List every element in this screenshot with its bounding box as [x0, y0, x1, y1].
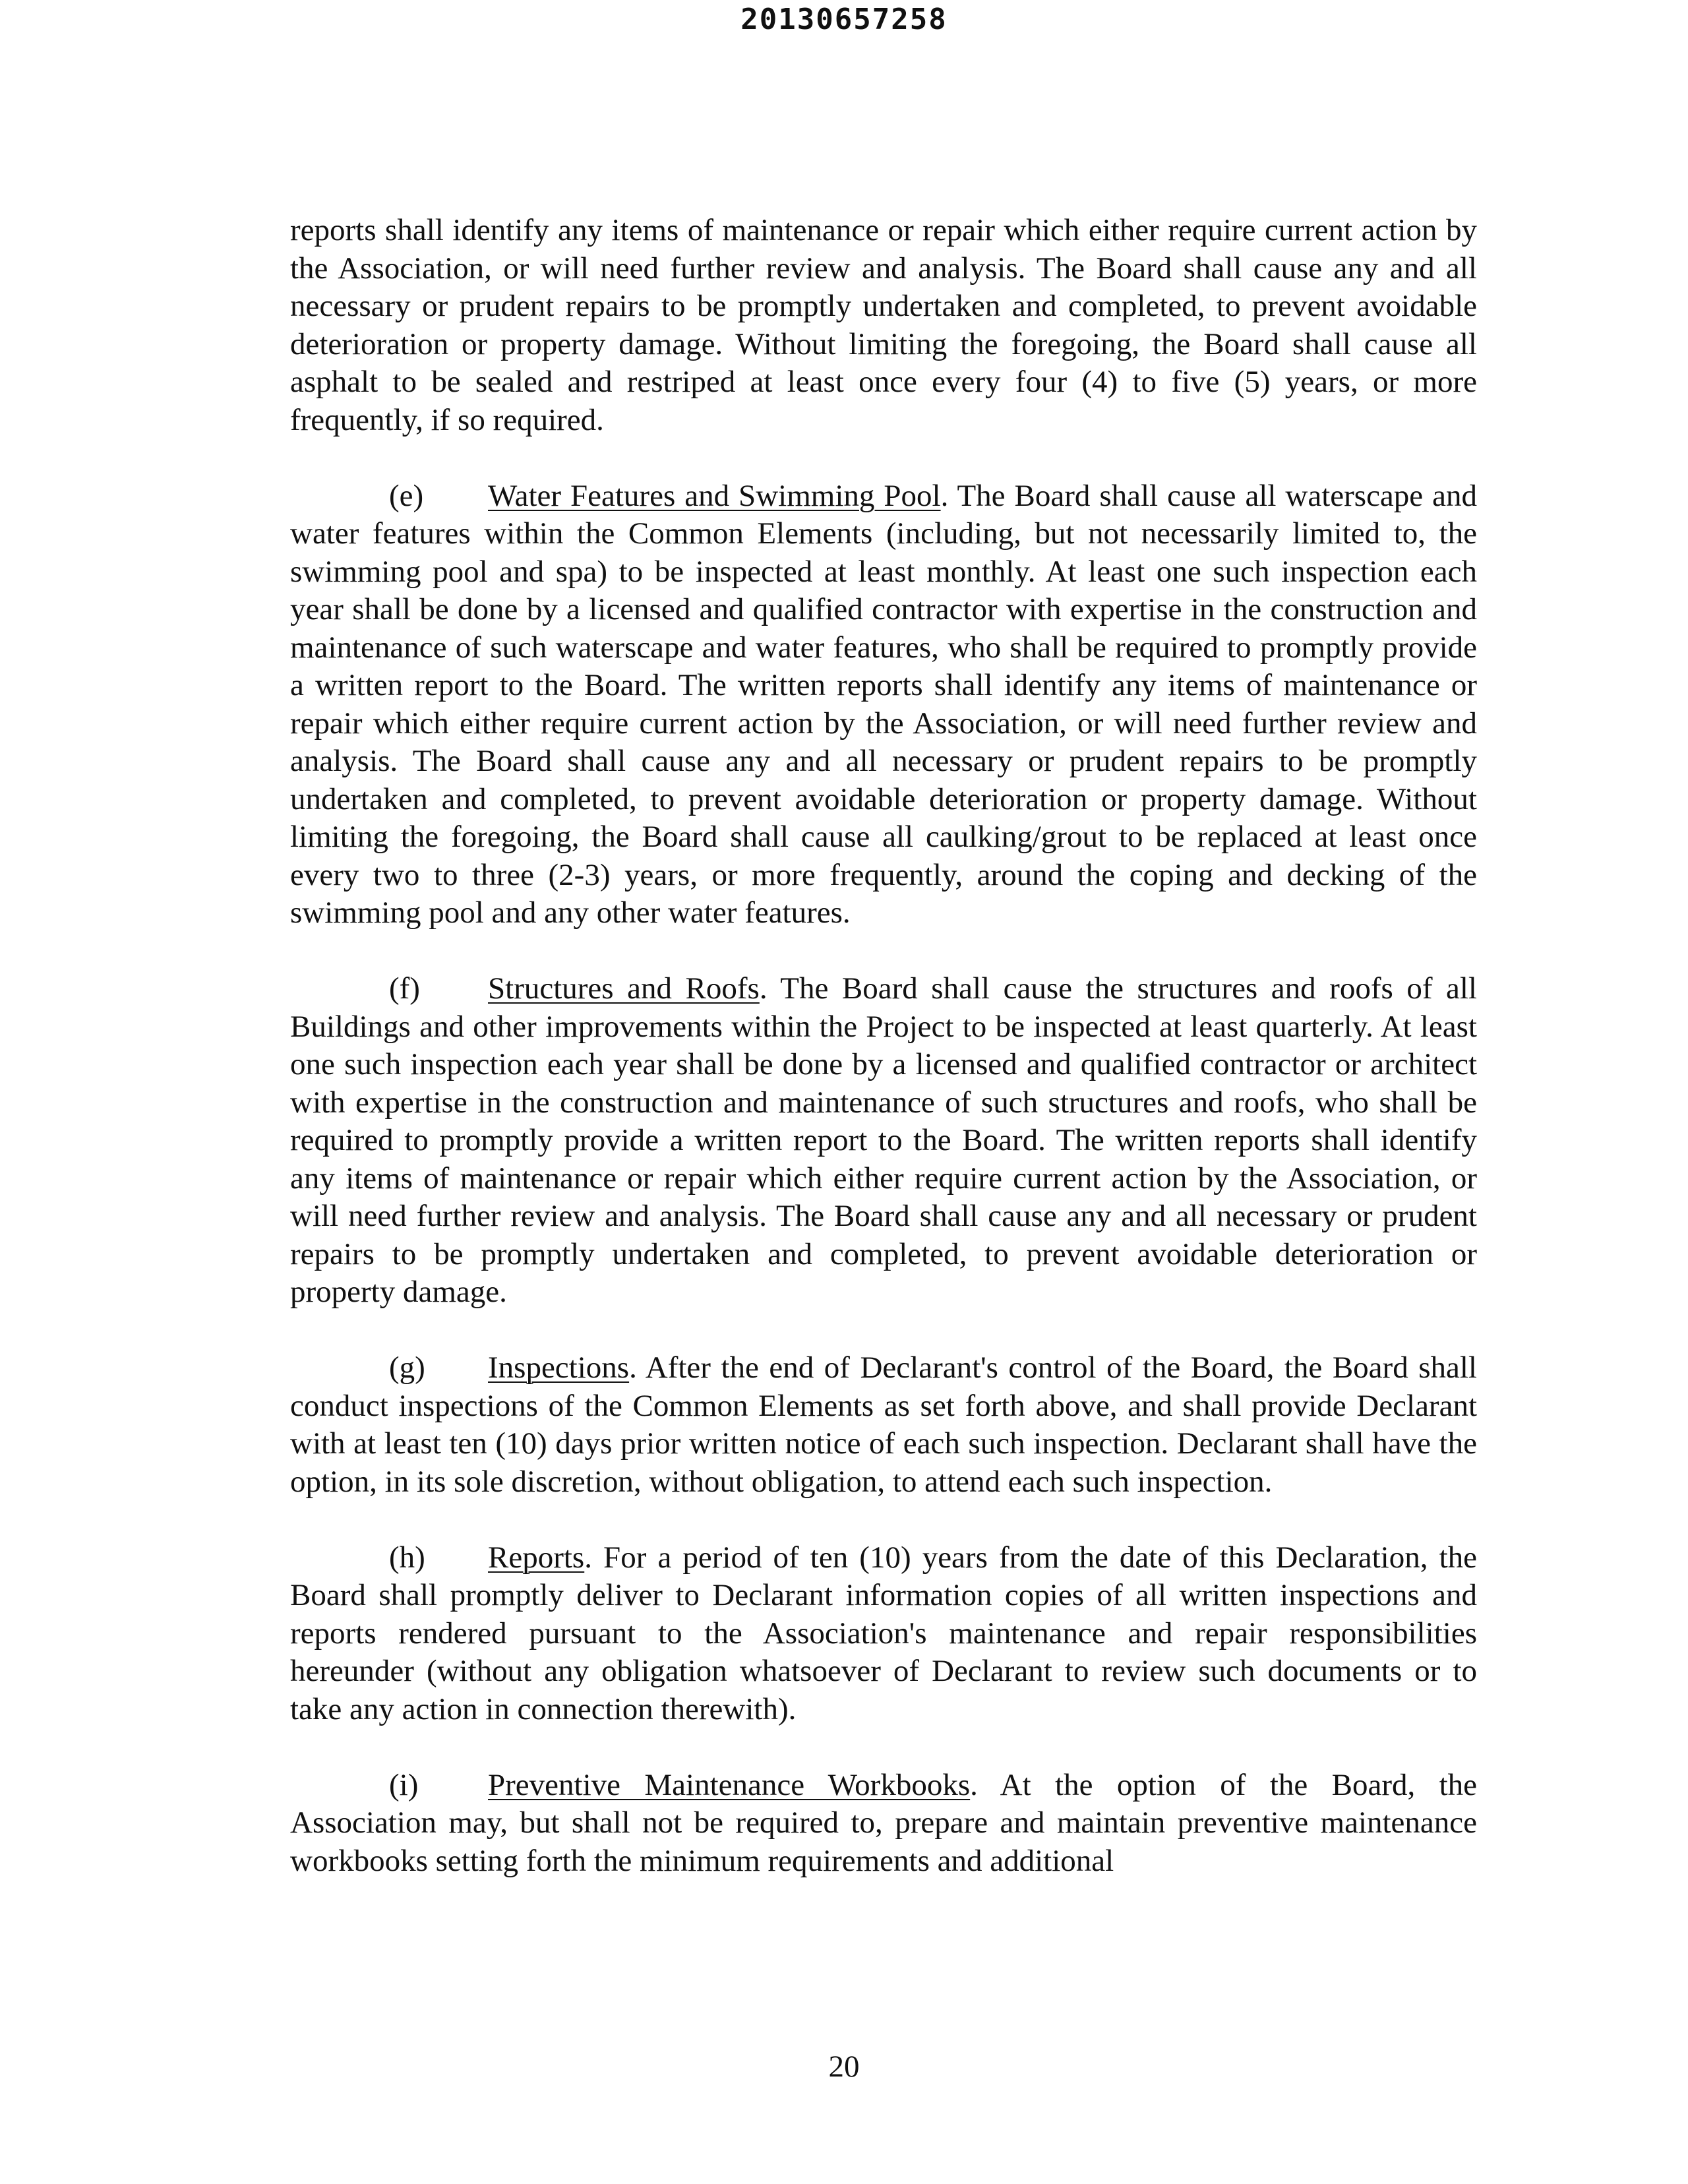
paragraph-f — [290, 970, 1477, 1312]
paragraph-marker: (h) — [389, 1540, 425, 1575]
section-heading-preventive-maintenance: Preventive Maintenance Workbooks — [488, 1767, 971, 1802]
paragraph-continuation: reports shall identify any items of maintenance or repair which either require current action by the Association, or will need further review and analysis. The Board shall cause any and all necessary or prudent repairs to be promptly undertaken and completed, to prevent avoidable deterioration or property damage. Without limiting the foregoing, the Board shall cause all asphalt to be sealed and restriped at least once every four (4) to five (5) years, or more frequently, if so required. — [290, 213, 1477, 437]
paragraph-g — [290, 1349, 1477, 1501]
paragraph-i — [290, 1767, 1477, 1881]
section-heading-inspections: Inspections — [488, 1350, 630, 1385]
document-number: 20130657258 — [740, 3, 948, 36]
paragraph-h — [290, 1539, 1477, 1729]
paragraph-text: . For a period of ten (10) years from the date of this Declaration, the Board shall promptly deliver to Declarant information copies of all written inspections and reports rendered pursuant to the Association's maintenance and repair responsibilities hereunder (without any obligation whatsoever of Declarant to review such documents or to take any action in connection therewith). — [290, 1540, 1477, 1726]
paragraph-text: . After the end of Declarant's control of the Board, the Board shall conduct inspections of the Common Elements as set forth above, and shall provide Declarant with at least ten (10) days prior written notice of each such inspection. Declarant shall have the option, in its sole discretion, without obligation, to attend each such inspection. — [290, 1350, 1477, 1499]
section-heading-structures-roofs: Structures and Roofs — [488, 971, 760, 1006]
paragraph-marker: (e) — [389, 478, 424, 513]
section-heading-reports: Reports — [488, 1540, 585, 1575]
paragraph-e — [290, 477, 1477, 932]
paragraph-text: . At the option of the Board, the Association may, but shall not be required to, prepare and maintain preventive maintenance workbooks setting forth the minimum requirements and additional — [290, 1767, 1478, 1878]
page-number: 20 — [828, 2049, 860, 2084]
paragraph-text: . The Board shall cause the structures and roofs of all Buildings and other improvements within the Project to be inspected at least quarterly. At least one such inspection each year shall be done by a licensed and qualified contractor or architect with expertise in the construction and maintenance of such structures and roofs, who shall be required to promptly provide a written report to the Board. The written reports shall identify any items of maintenance or repair which either require current action by the Association, or will need further review and analysis. The Board shall cause any and all necessary or prudent repairs to be promptly undertaken and completed, to prevent avoidable deterioration or property damage. — [290, 971, 1477, 1309]
section-heading-water-features: Water Features and Swimming Pool — [488, 478, 941, 513]
paragraph-marker: (g) — [389, 1350, 425, 1385]
document-body — [290, 212, 1477, 1918]
paragraph-marker: (f) — [389, 971, 420, 1006]
paragraph-text: . The Board shall cause all waterscape and water features within the Common Elements (including, but not necessarily limited to, the swimming pool and spa) to be inspected at least monthly. At least one such inspection each year shall be done by a licensed and qualified contractor with expertise in the construction and maintenance of such waterscape and water features, who shall be required to promptly provide a written report to the Board. The written reports shall identify any items of maintenance or repair which either require current action by the Association, or will need further review and analysis. The Board shall cause any and all necessary or prudent repairs to be promptly undertaken and completed, to prevent avoidable deterioration or property damage. Without limiting the foregoing, the Board shall cause all caulking/grout to be replaced at least once every two to three (2-3) years, or more frequently, around the coping and decking of the swimming pool and any other water features. — [290, 478, 1477, 930]
paragraph-marker: (i) — [389, 1767, 419, 1802]
